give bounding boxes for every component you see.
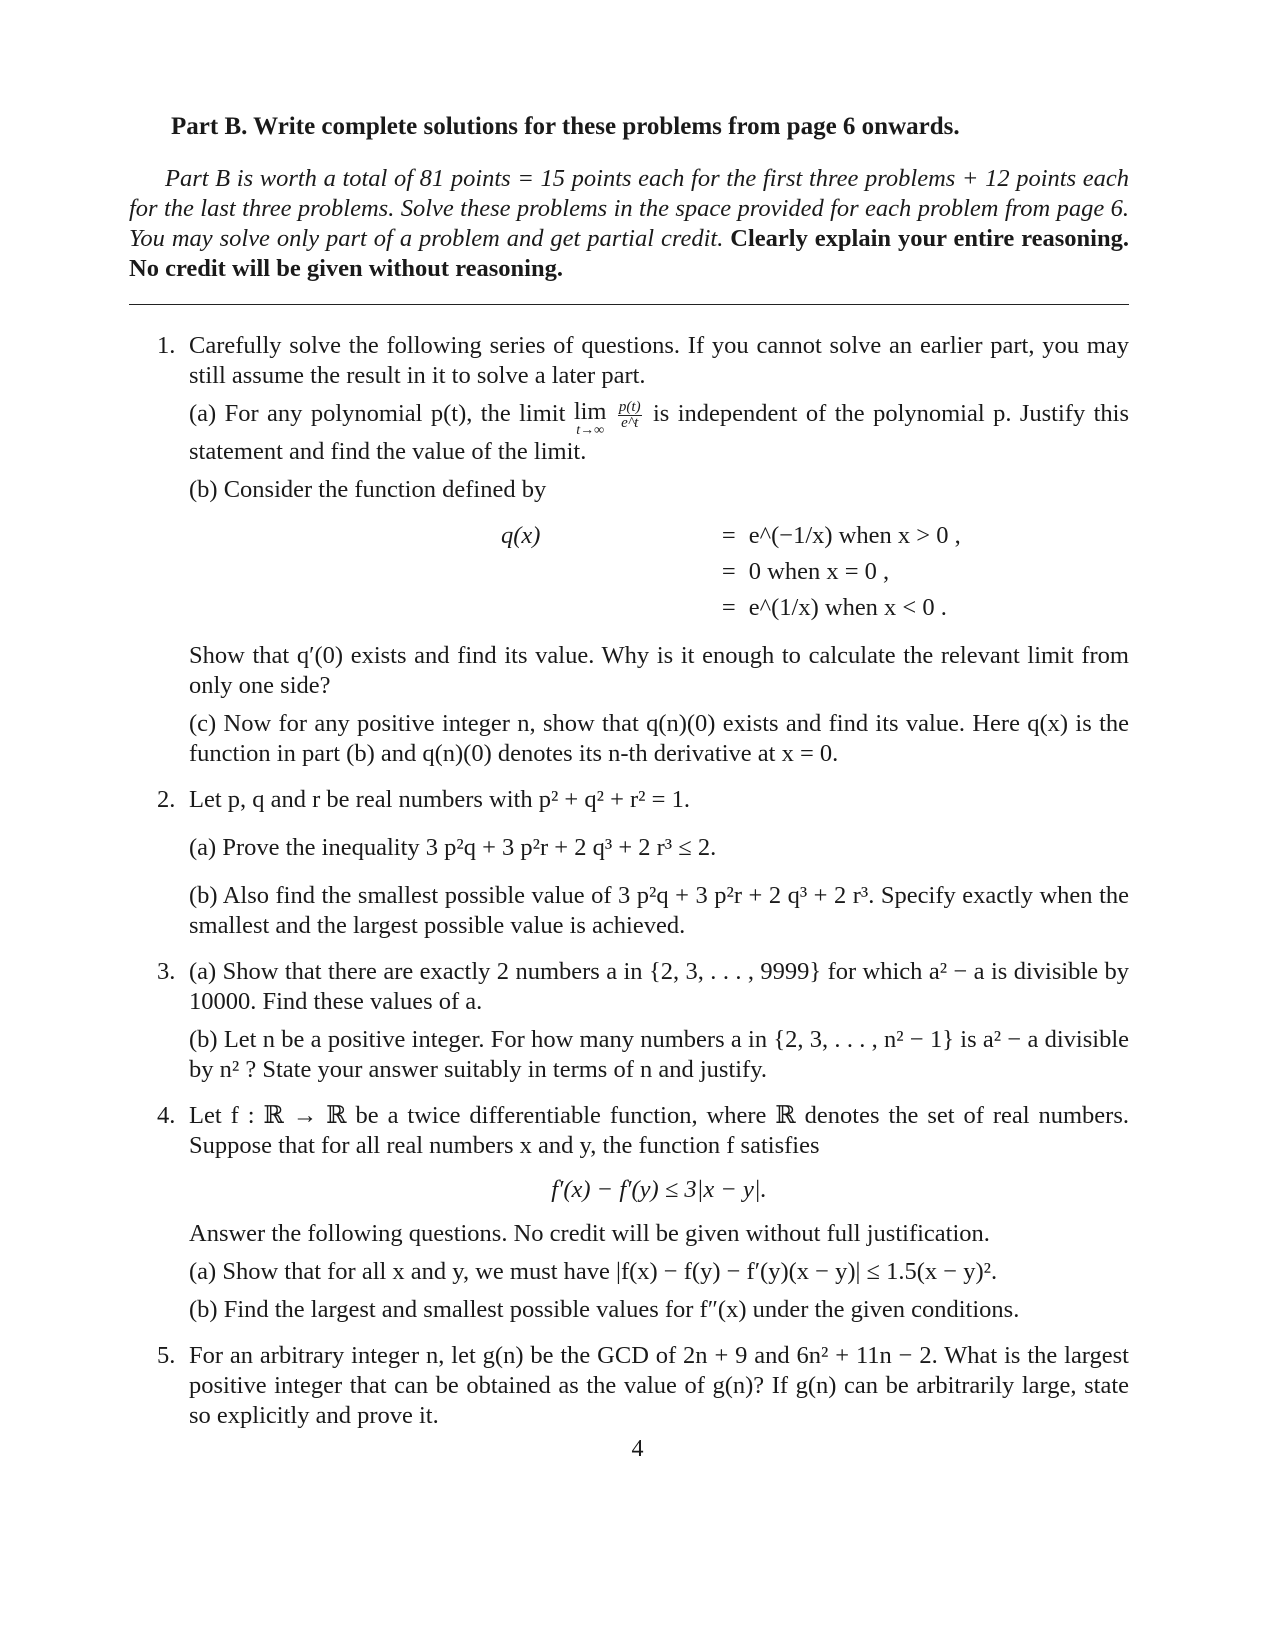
- limit-fraction: [618, 400, 642, 431]
- case-equals: =: [721, 594, 736, 621]
- case-rhs: e^(−1/x) when x > 0 ,: [748, 522, 961, 549]
- case-rhs: 0 when x = 0 ,: [748, 558, 890, 585]
- problem-1b-intro: (b) Consider the function defined by: [189, 476, 547, 503]
- instructions-italic: Part B is worth a total of 81 points = 15 points each for the first three problems + 12 points each for the last three problems. Solve these problems in the space provided for each problem from page 6. You may solve only part of a problem and get partial credit.: [129, 165, 1129, 252]
- case-equals: =: [721, 522, 736, 549]
- problem-3: [129, 957, 1129, 1085]
- problem-2a: (a) Prove the inequality 3 p²q + 3 p²r + 2 q³ + 2 r³ ≤ 2.: [189, 834, 717, 861]
- exam-page: [129, 112, 1129, 1447]
- instructions-bold: Clearly explain your entire reasoning. No credit will be given without reasoning.: [129, 225, 1129, 282]
- case-lhs: q(x): [501, 522, 541, 549]
- case-rhs: e^(1/x) when x < 0 .: [748, 594, 947, 621]
- problem-1a: [189, 399, 1129, 467]
- problem-number: 2.: [157, 786, 176, 813]
- problem-1c: (c) Now for any positive integer n, show that q(n)(0) exists and find its value. Here q(x) is the function in part (b) and q(n)(0) denotes its n-th derivative at x = 0.: [189, 710, 1129, 767]
- page-number: 4: [631, 1436, 644, 1462]
- limit-operator: [574, 399, 607, 437]
- problem-2b: (b) Also find the smallest possible value of 3 p²q + 3 p²r + 2 q³ + 2 r³. Specify exactly when the smallest and the largest possible value is achieved.: [189, 882, 1129, 939]
- lim-subscript: t→∞: [576, 423, 605, 438]
- case-lhs: [501, 591, 709, 625]
- divider: [129, 304, 1129, 305]
- problem-4: [129, 1101, 1129, 1325]
- problem-3a: (a) Show that there are exactly 2 numbers a in {2, 3, . . . , 9999} for which a² − a is divisible by 10000. Find these values of a.: [189, 958, 1129, 1015]
- fraction-denominator: e^t: [621, 414, 639, 431]
- problem-2: [129, 785, 1129, 941]
- problem-1b: Show that q′(0) exists and find its value. Why is it enough to calculate the relevant limit from only one side?: [189, 642, 1129, 699]
- problem-number: 1.: [157, 332, 176, 359]
- problem-4-note: Answer the following questions. No credit will be given without full justification.: [189, 1220, 990, 1247]
- piecewise-definition: [501, 519, 1129, 625]
- case-lhs: [501, 555, 709, 589]
- problem-1a-lead: (a) For any polynomial p(t), the limit: [189, 400, 566, 427]
- problem-number: 3.: [157, 958, 176, 985]
- case-equals: =: [721, 558, 736, 585]
- problem-3b: (b) Let n be a positive integer. For how many numbers a in {2, 3, . . . , n² − 1} is a² − a divisible by n² ? State your answer suitably in terms of n and justify.: [189, 1026, 1129, 1083]
- problem-4a: (a) Show that for all x and y, we must have |f(x) − f(y) − f′(y)(x − y)| ≤ 1.5(x − y)².: [189, 1258, 998, 1285]
- problem-5: [129, 1341, 1129, 1431]
- lim-word: lim: [573, 398, 607, 425]
- part-b-heading: Part B. Write complete solutions for these problems from page 6 onwards.: [171, 113, 960, 140]
- problem-number: 5.: [157, 1342, 176, 1369]
- fraction-numerator: p(t): [618, 398, 641, 415]
- problem-1: [129, 331, 1129, 769]
- problem-number: 4.: [157, 1102, 176, 1129]
- problem-1-statement: Carefully solve the following series of questions. If you cannot solve an earlier part, you may still assume the result in it to solve a later part.: [189, 332, 1129, 389]
- problem-4b: (b) Find the largest and smallest possible values for f″(x) under the given conditions.: [189, 1296, 1020, 1323]
- display-inequality: f′(x) − f′(y) ≤ 3|x − y|.: [551, 1176, 767, 1203]
- problem-5-statement: For an arbitrary integer n, let g(n) be the GCD of 2n + 9 and 6n² + 11n − 2. What is the largest positive integer that can be obtained as the value of g(n)? If g(n) can be arbitrarily large, state so explicitly and prove it.: [189, 1342, 1129, 1429]
- part-b-instructions: [129, 164, 1129, 284]
- problem-2-statement: Let p, q and r be real numbers with p² + q² + r² = 1.: [189, 786, 690, 813]
- problem-4-statement: Let f : ℝ → ℝ be a twice differentiable function, where ℝ denotes the set of real numbers. Suppose that for all real numbers x and y, the function f satisfies: [189, 1102, 1129, 1159]
- problem-1a-rest: is independent of the polynomial p. Justify this statement and find the value of the limit.: [189, 400, 1130, 465]
